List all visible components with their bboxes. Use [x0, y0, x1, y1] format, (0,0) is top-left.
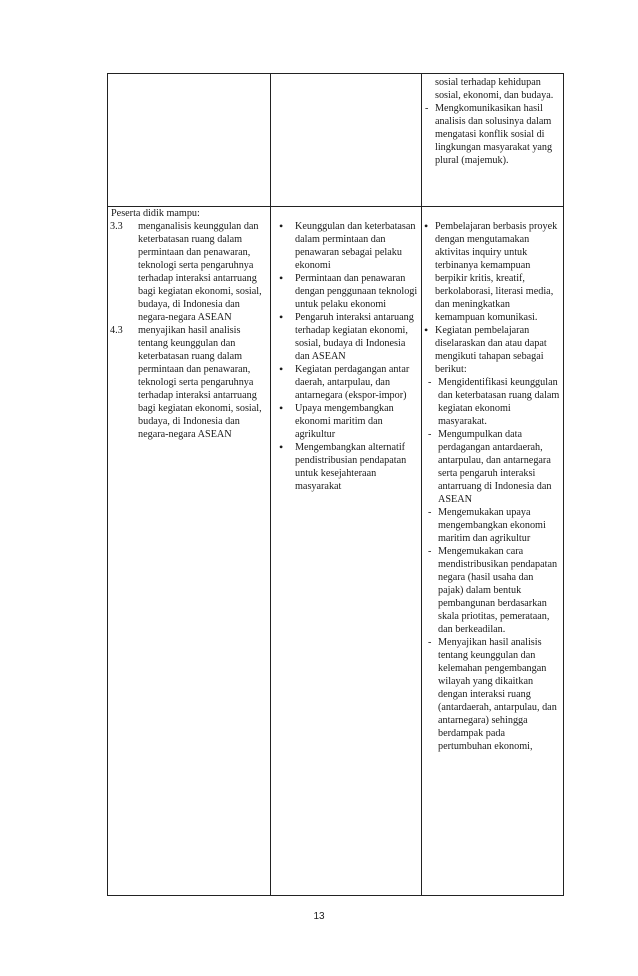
continued-text: sosial terhadap kehidupan sosial, ekonomi, dan budaya. — [435, 77, 554, 101]
list-item: • Kegiatan perdagangan antar daerah, antarpulau, dan antarnegara (ekspor-impor) — [271, 363, 419, 402]
kd-number: 4.3 — [110, 325, 123, 336]
list-item: - Mengkomunikasikan hasil analisis dan solusinya dalam mengatasi konflik sosial di lingkungan masyarakat yang plural (majemuk). — [422, 102, 561, 167]
list-item: - Mengemukakan upaya mengembangkan ekonomi maritim dan agrikultur — [425, 506, 561, 545]
kd-text: menganalisis keunggulan dan keterbatasan ruang dalam permintaan dan penawaran, teknologi serta pengaruhnya terhadap interaksi antarruang bagi kegiatan ekonomi, sosial, budaya, di Indonesia dan negara-negara ASEAN — [138, 221, 262, 323]
kd-item — [108, 220, 270, 324]
list-item: - Menyajikan hasil analisis tentang keunggulan dan kelemahan pengembangan wilayah yang dikaitkan dengan interaksi ruang (antardaerah, antarpulau, dan antarnegara) sehingga berdampak pada pertumbuhan ekonomi, — [425, 636, 561, 753]
list-item: • Permintaan dan penawaran dengan penggunaan teknologi untuk pelaku ekonomi — [271, 272, 419, 311]
list-item: - Mengemukakan cara mendistribusikan pendapatan negara (hasil usaha dan pajak) dalam bentuk pembangunan berdasarkan skala priotitas, pemerataan, dan berkeadilan. — [425, 545, 561, 636]
list-item: - Mengumpulkan data perdagangan antardaerah, antarpulau, dan antarnegara serta pengaruh interaksi antarruang di Indonesia dan ASEAN — [425, 428, 561, 506]
kd-item — [108, 324, 270, 441]
list-item: • Keunggulan dan keterbatasan dalam permintaan dan penawaran sebagai pelaku ekonomi — [271, 220, 419, 272]
list-item: - Mengidentifikasi keunggulan dan keterbatasan ruang dalam kegiatan ekonomi masyarakat. — [425, 376, 561, 428]
list-item: • Mengembangkan alternatif pendistribusian pendapatan untuk kesejahteraan masyarakat — [271, 441, 419, 493]
list-item-text: Kegiatan pembelajaran diselaraskan dan atau dapat mengikuti tahapan sebagai berikut: — [435, 325, 547, 375]
competency-table — [107, 73, 564, 896]
materi-cell-empty — [271, 74, 422, 207]
list-item: • Pengaruh interaksi antaruang terhadap kegiatan ekonomi, sosial, budaya di Indonesia dan ASEAN — [271, 311, 419, 363]
kd-cell-empty — [108, 74, 271, 207]
list-item: • Pembelajaran berbasis proyek dengan mengutamakan aktivitas inquiry untuk terbinanya kemampuan berpikir kritis, kreatif, berkolaborasi, literasi media, dan meningkatkan kemampuan komunikasi. — [422, 220, 561, 324]
kd-number: 3.3 — [110, 221, 123, 232]
list-item: • Upaya mengembangkan ekonomi maritim dan agrikultur — [271, 402, 419, 441]
materi-pokok-cell — [271, 207, 422, 896]
table-row — [108, 74, 564, 207]
kd-intro: Peserta didik mampu: — [111, 208, 200, 219]
pembelajaran-cell — [422, 207, 564, 896]
table-row — [108, 207, 564, 896]
pembelajaran-cell-continued — [422, 74, 564, 207]
list-item — [422, 324, 561, 753]
kd-text: menyajikan hasil analisis tentang keunggulan dan keterbatasan ruang dalam permintaan dan penawaran, teknologi serta pengaruhnya terhadap interaksi antarruang bagi kegiatan ekonomi, sosial, budaya, di Indonesia dan negara-negara ASEAN — [138, 325, 262, 440]
kompetensi-dasar-cell — [108, 207, 271, 896]
page-number: 13 — [313, 911, 325, 922]
